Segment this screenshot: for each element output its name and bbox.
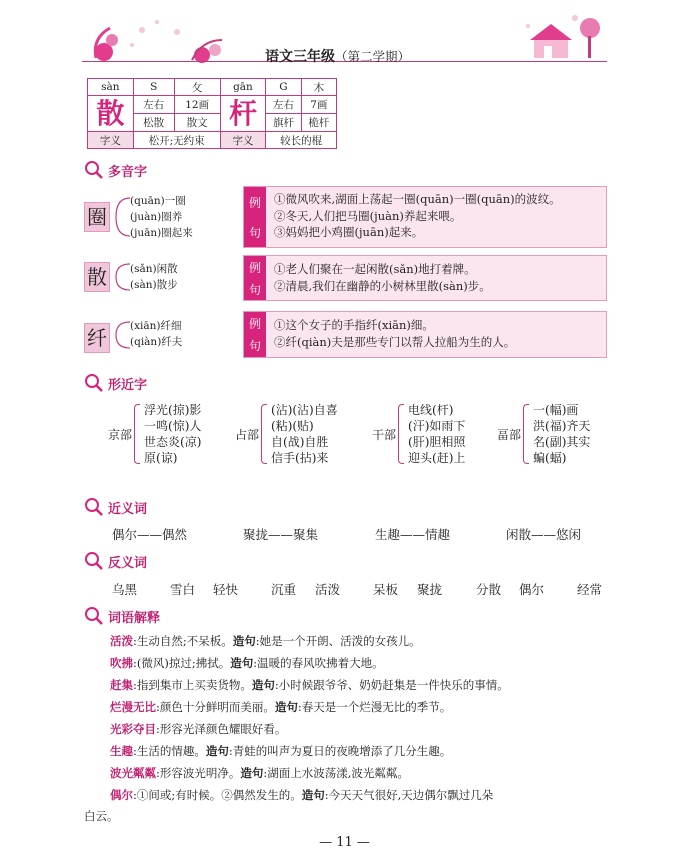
section-title: 形近字 (108, 377, 148, 393)
example-sentence: ①微风吹来,湖面上荡起一圈(quān)一圈(quān)的波纹。 (274, 192, 561, 206)
similar-group (108, 402, 201, 466)
similar-item: 一鸣(惊)人 (144, 419, 202, 433)
char1-word: 散文 (174, 114, 220, 132)
char2-word: 旗杆 (266, 114, 301, 132)
example-sentence: ①老人们聚在一起闲散(sǎn)地打着牌。 (274, 262, 476, 276)
magnifier-icon (84, 551, 104, 571)
section-title: 近义词 (108, 501, 148, 517)
poly-example-box (243, 255, 607, 301)
synonym-pair: 闲散——悠闲 (506, 527, 582, 542)
antonym-word: 轻快 (213, 582, 239, 597)
section-synonyms (84, 497, 147, 517)
poly-reading: (sàn)散步 (130, 279, 178, 291)
similar-item: 电线(杆) (408, 403, 454, 417)
char2-pinyin: gān (220, 79, 266, 96)
example-label: 例 句 (244, 312, 266, 357)
page-number: — 11 — (319, 835, 370, 850)
antonym-word: 乌黑 (112, 582, 138, 597)
similar-item: 浮光(掠)影 (144, 403, 202, 417)
explanation-item: 烂漫无比:颜色十分鲜明而美丽。造句:春天是一个烂漫无比的季节。 (110, 700, 452, 714)
char1-radical: 攵 (174, 79, 220, 96)
similar-group (372, 402, 465, 466)
char1-big: 散 (88, 96, 134, 132)
section-polyphonic (84, 160, 147, 180)
antonym-word: 聚拢 (417, 582, 443, 597)
explanation-item: 生趣:生活的情趣。造句:青蛙的叫声为夏日的夜晚增添了几分生趣。 (110, 744, 452, 758)
char2-meaning: 较长的棍 (266, 132, 337, 149)
antonym-word: 呆板 (373, 582, 399, 597)
char2-meaning-label: 字义 (220, 132, 266, 149)
synonym-pair: 聚拢——聚集 (243, 527, 319, 542)
similar-item: (沾)(沾)自喜 (271, 403, 338, 417)
example-label: 例 句 (244, 187, 266, 247)
explanation-item: 波光粼粼:形容波光明净。造句:湖面上水波荡漾,波光粼粼。 (110, 766, 409, 780)
char1-structure: 左右 (133, 96, 174, 114)
poly-readings (130, 261, 178, 293)
example-sentence: ③妈妈把小鸡圈(juān)起来。 (274, 225, 424, 239)
poly-readings (130, 193, 193, 241)
magnifier-icon (84, 160, 104, 180)
header-left-decoration (82, 10, 232, 65)
char1-word: 松散 (133, 114, 174, 132)
explanation-list (110, 632, 509, 805)
explanation-item: 活泼:生动自然;不呆板。造句:她是一个开朗、活泼的女孩儿。 (110, 634, 421, 648)
char2-strokes: 7画 (301, 96, 336, 114)
example-sentence: ②冬天,人们把马圈(juàn)养起来喂。 (274, 208, 462, 223)
page-header-title (265, 46, 410, 66)
book-title: 语文三年级 (265, 49, 335, 65)
poly-char: 纤 (84, 323, 110, 353)
similar-item: 洪(福)齐天 (533, 419, 591, 433)
synonym-pair: 生趣——情趣 (375, 527, 451, 542)
brace-icon (112, 260, 132, 294)
explanation-item: 光彩夺目:形容光泽颜色耀眼好看。 (110, 722, 287, 736)
section-title: 反义词 (108, 555, 148, 571)
section-similar-shape (84, 373, 147, 393)
poly-readings (130, 318, 182, 350)
char1-pinyin: sàn (88, 79, 134, 96)
similar-item: 迎头(赶)上 (408, 451, 466, 465)
explanation-item: 偶尔:①间或;有时候。②偶然发生的。造句:今天天气很好,天边偶尔飘过几朵 (110, 788, 494, 802)
char1-strokes: 12画 (174, 96, 220, 114)
example-sentence: ①这个女子的手指纤(xiān)细。 (274, 318, 434, 332)
synonym-pair: 偶尔——偶然 (112, 527, 188, 542)
poly-char: 圈 (84, 202, 110, 232)
poly-reading: (quān)一圈 (130, 195, 186, 207)
antonym-word: 活泼 (315, 582, 341, 597)
example-sentence: ②清晨,我们在幽静的小树林里散(sàn)步。 (274, 278, 491, 293)
char2-word: 桅杆 (301, 114, 336, 132)
poly-char: 散 (84, 262, 110, 292)
poly-reading: (juān)圈起来 (130, 227, 193, 239)
char2-radical: 木 (301, 79, 336, 96)
antonym-word: 偶尔 (519, 582, 545, 597)
similar-item: 名(副)其实 (533, 435, 591, 449)
similar-item: 信手(拈)来 (271, 451, 329, 465)
similar-item: 自(战)自胜 (271, 435, 329, 449)
similar-item: (肝)胆相照 (408, 435, 466, 449)
example-sentence: ②纤(qiàn)夫是那些专门以帮人拉船为生的人。 (274, 334, 516, 349)
antonym-word: 分散 (476, 582, 502, 597)
section-explanations (84, 606, 160, 626)
header-right-decoration (520, 8, 610, 64)
char1-meaning-label: 字义 (88, 132, 134, 149)
brace-icon (112, 318, 132, 352)
similar-key: 畐部 (497, 427, 522, 442)
character-table (87, 78, 337, 149)
poly-reading: (qiàn)纤夫 (130, 336, 183, 348)
char2-big: 杆 (220, 96, 266, 132)
similar-item: 蝙(蝠) (533, 451, 567, 465)
poly-reading: (juàn)圈养 (130, 211, 183, 223)
explanation-item: 赶集:指到集市上买卖货物。造句:小时候跟爷爷、奶奶赶集是一件快乐的事情。 (110, 678, 509, 692)
antonym-word: 雪白 (170, 582, 196, 597)
similar-key: 京部 (108, 427, 133, 442)
magnifier-icon (84, 373, 104, 393)
antonym-word: 经常 (577, 582, 603, 597)
poly-example-box (243, 311, 607, 358)
magnifier-icon (84, 497, 104, 517)
poly-example-box (243, 186, 607, 248)
explanation-continuation: 白云。 (84, 809, 119, 823)
explanation-item: 吹拂:(微风)掠过;拂拭。造句:温暖的春风吹拂着大地。 (110, 656, 384, 670)
char1-letter: S (133, 79, 174, 96)
antonym-word: 沉重 (271, 582, 297, 597)
similar-item: 一(幅)画 (533, 403, 579, 417)
brace-icon (112, 194, 132, 240)
similar-item: 世态炎(凉) (144, 435, 202, 449)
similar-key: 干部 (372, 427, 397, 442)
section-title: 词语解释 (108, 610, 161, 626)
section-antonyms (84, 551, 147, 571)
similar-item: (汗)如雨下 (408, 419, 466, 433)
char2-letter: G (266, 79, 301, 96)
similar-key: 占部 (235, 427, 260, 442)
similar-group (235, 402, 338, 466)
book-subtitle: （第二学期） (335, 49, 411, 64)
similar-group (497, 402, 590, 466)
char1-meaning: 松开;无约束 (133, 132, 220, 149)
similar-item: (粘)(贴) (271, 419, 314, 433)
magnifier-icon (84, 606, 104, 626)
section-title: 多音字 (108, 164, 148, 180)
poly-reading: (xiān)纤细 (130, 320, 182, 332)
example-label: 例 句 (244, 256, 266, 300)
similar-item: 原(谅) (144, 451, 178, 465)
poly-reading: (sǎn)闲散 (130, 263, 178, 275)
char2-structure: 左右 (266, 96, 301, 114)
